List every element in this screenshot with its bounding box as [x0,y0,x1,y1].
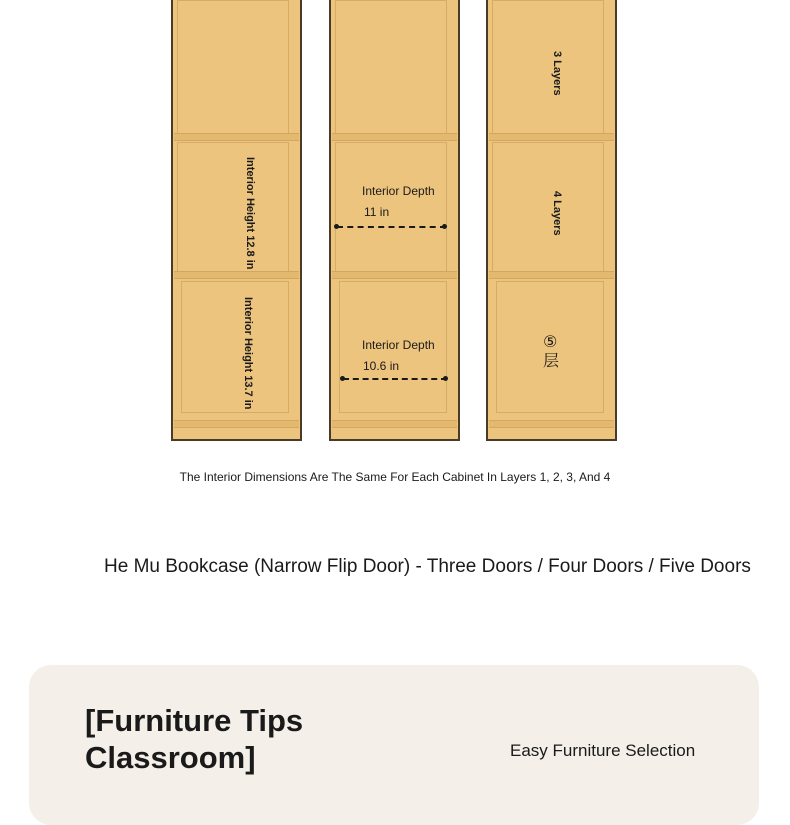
cabinet-middle-shelf-3 [332,420,457,428]
interior-height-lower-label: Interior Height 13.7 in [242,297,254,410]
cabinet-middle [329,0,460,441]
cabinet-right-panel-1 [492,0,604,134]
cabinet-right-shelf-2 [489,271,614,279]
depth-lower-dashed-line [343,378,447,380]
depth-upper-end-dot [442,224,447,229]
interior-depth-lower-title: Interior Depth [362,338,435,352]
interior-depth-upper-value: 11 in [364,205,390,219]
furniture-tips-card [29,665,759,825]
interior-depth-upper-title: Interior Depth [362,184,435,198]
cabinet-middle-panel-2 [335,142,447,272]
product-title: He Mu Bookcase (Narrow Flip Door) - Three Doors / Four Doors / Five Doors [104,556,751,577]
cabinet-left-panel-3 [181,281,289,413]
layers-4-label: 4 Layers [551,191,563,236]
cabinet-right-panel-2 [492,142,604,272]
cabinet-left-shelf-2 [174,271,299,279]
layer-5-char: 层 [543,351,560,370]
cabinet-left [171,0,302,441]
layers-3-label: 3 Layers [551,51,563,96]
easy-furniture-selection-link[interactable]: Easy Furniture Selection [510,741,696,760]
tips-title: [Furniture Tips Classroom] [85,703,304,775]
depth-lower-end-dot [443,376,448,381]
cabinet-middle-shelf-1 [332,133,457,141]
cabinet-middle-shelf-2 [332,271,457,279]
cabinet-left-shelf-3 [174,420,299,428]
depth-upper-dashed-line [337,226,446,228]
cabinet-left-panel-2 [177,142,289,272]
layer-5-number: ⑤ [543,332,558,351]
cabinet-right [486,0,617,441]
cabinet-left-shelf-1 [174,133,299,141]
interior-depth-lower-value: 10.6 in [363,359,400,373]
diagram-caption: The Interior Dimensions Are The Same For Each Cabinet In Layers 1, 2, 3, And 4 [179,470,611,484]
cabinet-right-shelf-3 [489,420,614,428]
interior-height-upper-label: Interior Height 12.8 in [244,157,256,270]
cabinet-right-shelf-1 [489,133,614,141]
cabinet-left-panel-1 [177,0,289,134]
cabinet-middle-panel-1 [335,0,447,134]
